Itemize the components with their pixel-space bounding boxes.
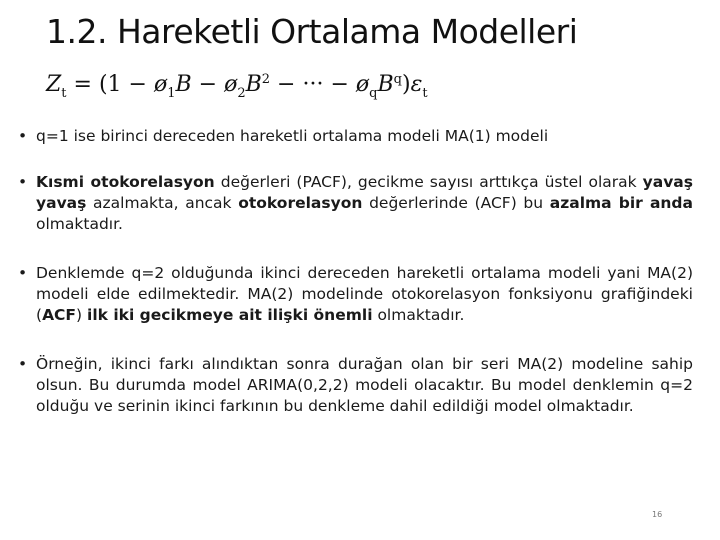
bullet-dot-icon: • <box>18 173 28 191</box>
page-number: 16 <box>652 510 663 519</box>
bullet-list <box>18 126 693 417</box>
bullet-item-arima: • Örneğin, ikinci farkı alındıktan sonra durağan olan bir seri MA(2) modeline sahip olsun. Bu durumda model ARIMA(0,2,2) modeli olacaktır. Bu model denklemin q=2 olduğu ve serinin ikinci farkının bu denkleme dahil edildiği model olmaktadır. <box>18 355 693 415</box>
bullet-dot-icon: • <box>18 127 28 145</box>
bullet-dot-icon: • <box>18 264 28 282</box>
bullet-item-pacf: • Kısmi otokorelasyon değerleri (PACF), gecikme sayısı arttıkça üstel olarak yavaş yavaş azalmakta, ancak otokorelasyon değerlerinde (ACF) bu azalma bir anda olmaktadır. <box>18 173 693 233</box>
bullet-item-ma2: • Denklemde q=2 olduğunda ikinci dereceden hareketli ortalama modeli yani MA(2) modeli elde edilmektedir. MA(2) modelinde otokorelasyon fonksiyonu grafiğindeki (ACF) ilk iki gecikmeye ait ilişki önemli olmaktadır. <box>18 264 693 324</box>
slide-title: 1.2. Hareketli Ortalama Modelleri <box>46 12 578 51</box>
ma-equation: $Z_t = (1$ − $ø_1B$ − $ø_2B^2$ − ··· − $ø_qB^q)\varepsilon_t$ <box>46 72 428 101</box>
bullet-item-ma1: • q=1 ise birinci dereceden hareketli ortalama modeli MA(1) modeli <box>18 127 549 145</box>
bullet-dot-icon: • <box>18 355 28 373</box>
